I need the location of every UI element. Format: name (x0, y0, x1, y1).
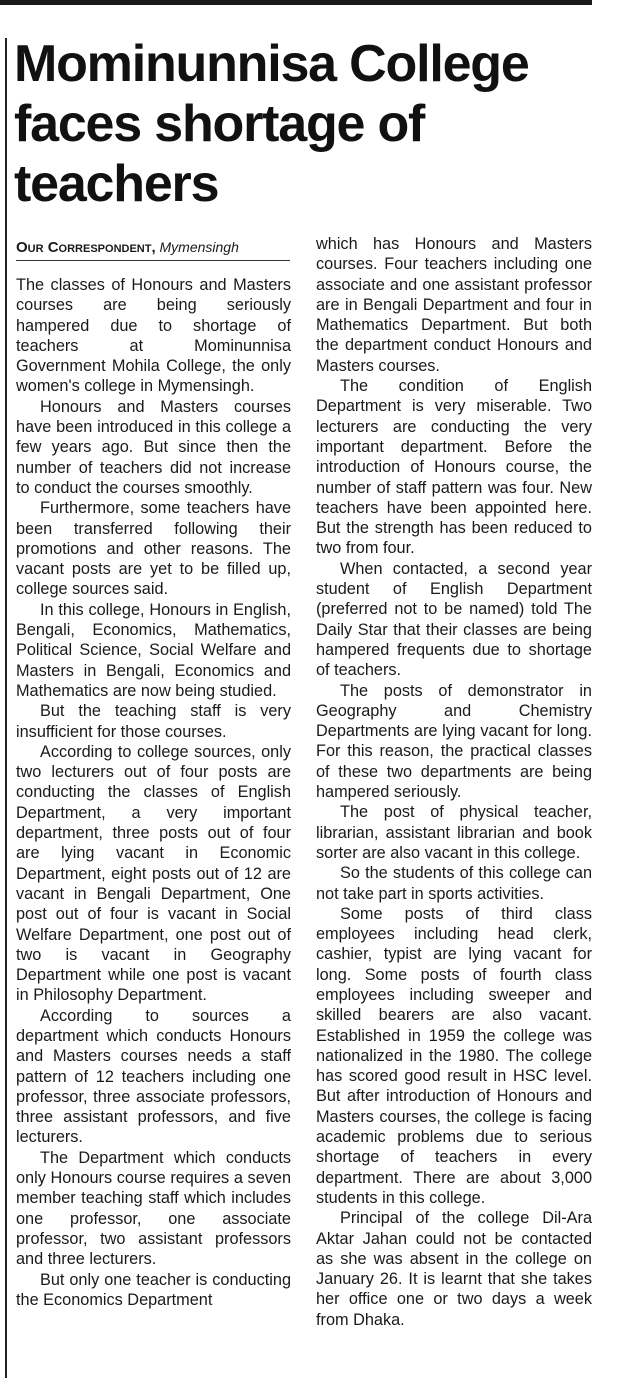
paragraph: which has Honours and Masters courses. Four teachers including one associate and one assistant professor are in Bengali Department and four in Mathematics Department. But both the department conduct Honours and Masters courses. (316, 235, 592, 375)
left-rule (5, 38, 7, 1378)
paragraph: The condition of English Department is very miserable. Two lecturers are conducting the very important department. Before the introduction of Honours course, the number of staff pattern was four. New teachers have been appointed here. But the strength has been reduced to two from four. (316, 377, 592, 558)
paragraph: Furthermore, some teachers have been transferred following their promotions and other reasons. The vacant posts are yet to be filled up, college sources said. (16, 499, 291, 599)
paragraph: When contacted, a second year student of English Department (preferred not to be named) told The Daily Star that their classes are being hampered frequents due to shortage of teachers. (316, 559, 592, 680)
paragraph: So the students of this college can not take part in sports activities. (316, 864, 592, 903)
paragraph: But the teaching staff is very insufficient for those courses. (16, 702, 291, 741)
byline-location: Mymensingh (159, 239, 239, 255)
paragraph: Some posts of third class employees including head clerk, cashier, typist are lying vacant for long. Some posts of fourth class employees including sweeper and skilled bearers are also vacant. Established in 1959 the college was nationalized in the 1980. The college has scored good result in HSC level. But after introduction of Honours and Masters courses, the college is facing academic problems due to serious shortage of teachers in every department. There are about 3,000 students in this college. (316, 904, 592, 1207)
paragraph: In this college, Honours in English, Bengali, Economics, Mathematics, Political Science, Social Welfare and Masters in Bengali, Economics and Mathematics are now being studied. (16, 600, 291, 700)
paragraph: The post of physical teacher, librarian, assistant librarian and book sorter are also vacant in this college. (316, 803, 592, 862)
paragraph: The Department which conducts only Honours course requires a seven member teaching staff which includes one professor, one associate professor, two assistant professors and three lecturers. (16, 1148, 291, 1269)
article-column-2 (316, 234, 592, 1330)
paragraph: The posts of demonstrator in Geography and Chemistry Departments are lying vacant for long. For this reason, the practical classes of these two departments are being hampered seriously. (316, 681, 592, 802)
byline (16, 238, 290, 261)
article-column-1 (16, 275, 291, 1310)
paragraph: Principal of the college Dil-Ara Aktar Jahan could not be contacted as she was absent in the college on January 26. It is learnt that she takes her office one or two days a week from Dhaka. (316, 1209, 592, 1329)
paragraph: The classes of Honours and Masters courses are being seriously hampered due to shortage of teachers at Mominunnisa Government Mohila College, the only women's college in Mymensingh. (16, 276, 291, 396)
paragraph: But only one teacher is conducting the Economics Department (16, 1270, 291, 1309)
paragraph: Honours and Masters courses have been introduced in this college a few years ago. But since then the number of teachers did not increase to conduct the courses smoothly. (16, 397, 291, 497)
top-rule (0, 0, 592, 5)
byline-name: Our Correspondent, (16, 239, 156, 256)
paragraph: According to college sources, only two lecturers out of four posts are conducting the classes of English Department, a very important department, three posts out of four are lying vacant in Economic Department, eight posts out of 12 are vacant in Bengali Department, One post out of four is vacant in Social Welfare Department, one post out of two is vacant in Geography Department while one post is vacant in Philosophy Department. (16, 742, 291, 1005)
paragraph: According to sources a department which conducts Honours and Masters courses needs a staff pattern of 12 teachers including one professor, three associate professors, three assistant professors, and five lecturers. (16, 1006, 291, 1147)
headline: Mominunnisa College faces shortage of teachers (14, 35, 529, 213)
